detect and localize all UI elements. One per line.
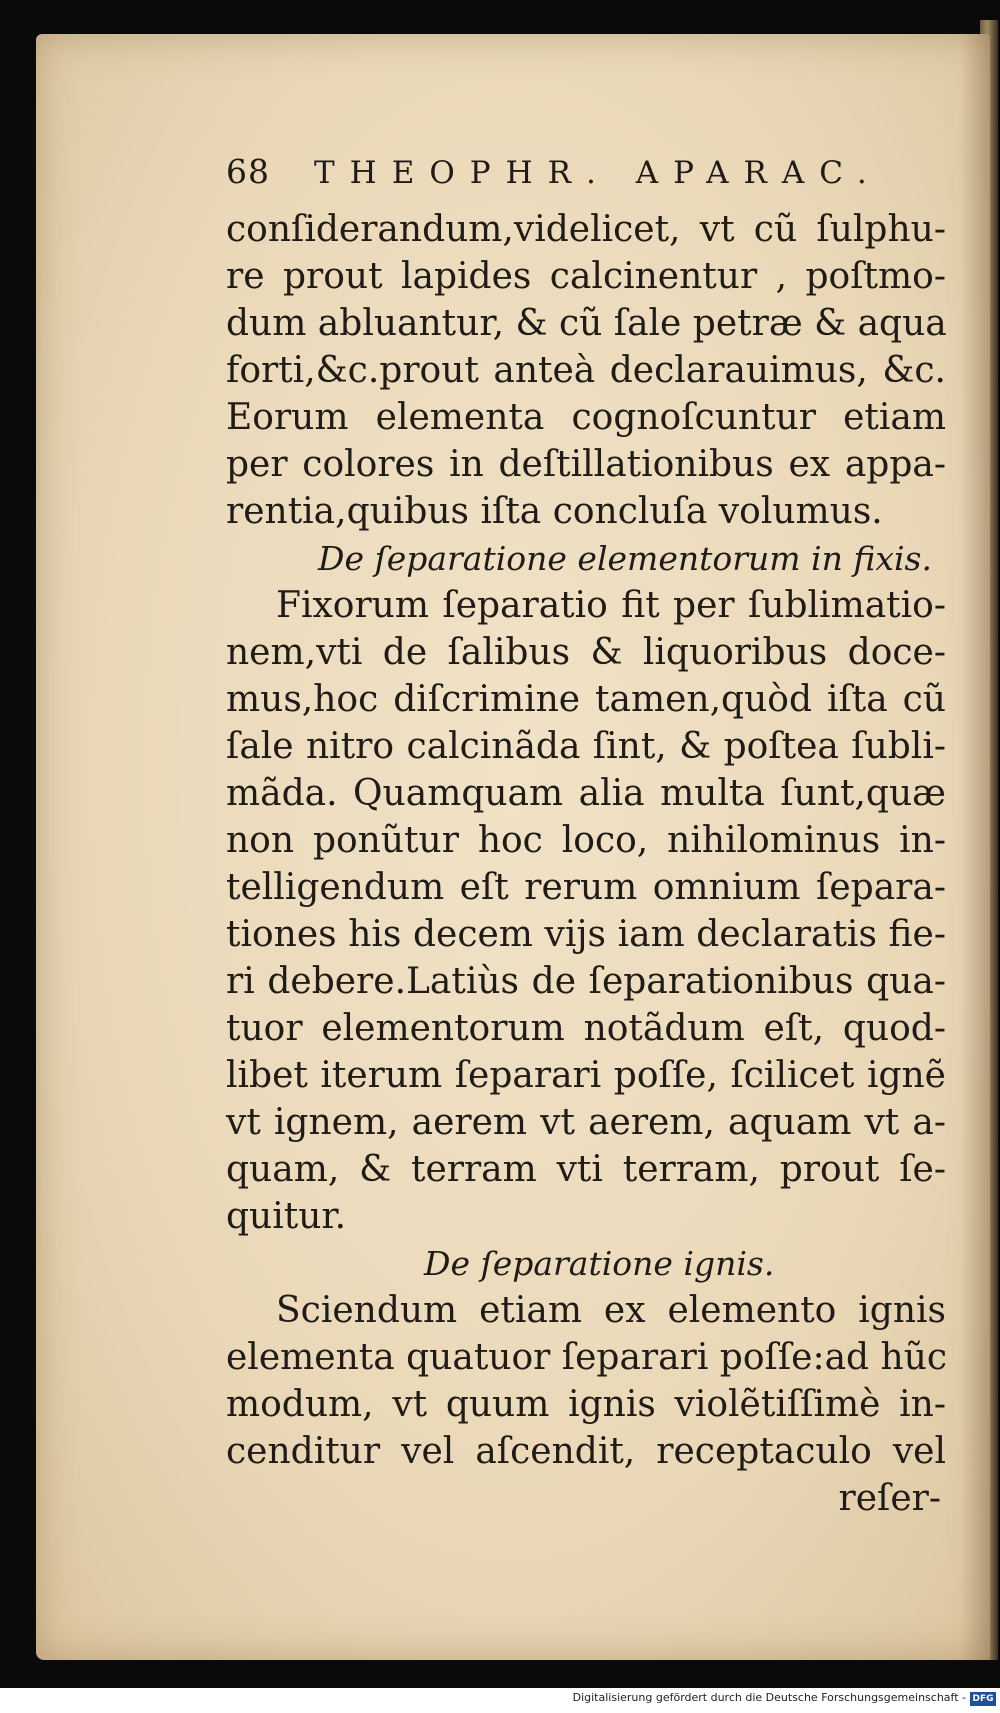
text-line: elementa quatuor ſeparari poſſe:ad hũc bbox=[226, 1337, 948, 1378]
text-line: Fixorum ſeparatio fit per ſublimatio- bbox=[276, 585, 946, 626]
paragraph-continued bbox=[226, 206, 946, 535]
text-line: quitur. bbox=[226, 1196, 347, 1237]
section-heading-ignis: De ſeparatione ignis. bbox=[424, 1244, 775, 1283]
paragraph-fixorum bbox=[226, 582, 946, 1240]
text-line: Eorum elementa cognoſcuntur etiam bbox=[226, 397, 946, 438]
text-line: nem,vti de ſalibus & liquoribus doce- bbox=[226, 632, 946, 673]
text-line: per colores in deſtillationibus ex appa- bbox=[226, 444, 946, 485]
digitization-footer bbox=[0, 1688, 1000, 1713]
text-line: mus,hoc diſcrimine tamen,quòd iſta cũ bbox=[226, 679, 946, 720]
footer-credit: Digitalisierung gefördert durch die Deutsche Forschungsgemeinschaft - bbox=[572, 1691, 966, 1704]
text-line: ri debere.Latiùs de ſeparationibus qua- bbox=[226, 961, 946, 1002]
running-title: THEOPHR. APARAC. bbox=[314, 155, 882, 191]
text-line: modum, vt quum ignis violẽtiſſimè in- bbox=[226, 1384, 946, 1425]
text-line: re prout lapides calcinentur , poſtmo- bbox=[226, 256, 946, 297]
text-line: tiones his decem vijs iam declaratis fie- bbox=[226, 914, 946, 955]
text-line: vt ignem, aerem vt aerem, aquam vt a- bbox=[226, 1102, 946, 1143]
text-line: cenditur vel aſcendit, receptaculo vel bbox=[226, 1431, 946, 1472]
text-line: rentia,quibus iſta concluſa volumus. bbox=[226, 491, 883, 532]
text-line: dum abluantur, & cũ ſale petræ & aqua bbox=[226, 303, 947, 344]
paragraph-sciendum bbox=[226, 1287, 946, 1475]
text-line: telligendum eſt rerum omnium ſepara- bbox=[226, 867, 946, 908]
page-number: 68 bbox=[226, 152, 270, 191]
running-header bbox=[226, 152, 946, 206]
text-line: tuor elementorum notãdum eſt, quod- bbox=[226, 1008, 946, 1049]
section-heading-fixis: De ſeparatione elementorum in fixis. bbox=[318, 539, 932, 578]
text-line: libet iterum ſeparari poſſe, ſcilicet ignẽ bbox=[226, 1055, 946, 1096]
text-line: ſale nitro calcinãda ſint, & poſtea ſubli- bbox=[226, 726, 946, 767]
text-line: non ponũtur hoc loco, nihilominus in- bbox=[226, 820, 946, 861]
text-line: conſiderandum,videlicet, vt cũ ſulphu- bbox=[226, 209, 946, 250]
dfg-logo[interactable]: DFG bbox=[970, 1692, 996, 1706]
page-text-block bbox=[226, 152, 946, 1522]
text-line: mãda. Quamquam alia multa ſunt,quæ bbox=[226, 773, 946, 814]
text-line: quam, & terram vti terram, prout ſe- bbox=[226, 1149, 946, 1190]
text-line: Sciendum etiam ex elemento ignis bbox=[276, 1290, 946, 1331]
text-line: forti,&c.prout anteà declarauimus, &c. bbox=[226, 350, 946, 391]
catchword: reſer- bbox=[838, 1478, 941, 1519]
